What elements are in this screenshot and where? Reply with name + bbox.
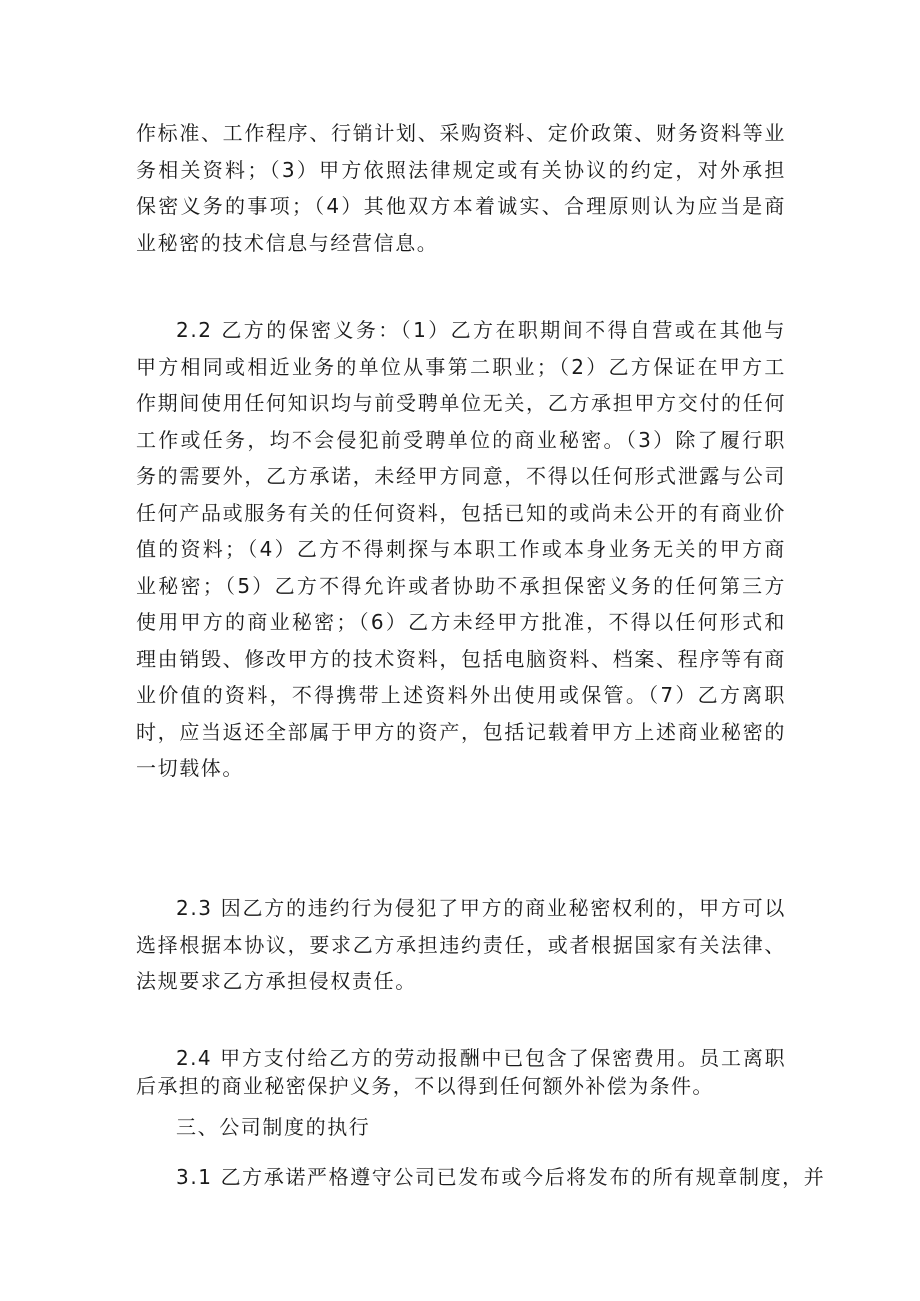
paragraph-2-4-compensation: 2.4 甲方支付给乙方的劳动报酬中已包含了保密费用。员工离职后承担的商业秘密保护义务，不以得到任何额外补偿为条件。 <box>136 1046 786 1098</box>
paragraph-confidential-scope: 作标准、工作程序、行销计划、采购资料、定价政策、财务资料等业务相关资料；（3）甲方依照法律规定或有关协议的约定，对外承担保密义务的事项；（4）其他双方本着诚实、合理原则认为应当是商业秘密的技术信息与经营信息。 <box>136 121 786 255</box>
paragraph-2-3-breach: 2.3 因乙方的违约行为侵犯了甲方的商业秘密权利的，甲方可以选择根据本协议，要求乙方承担违约责任，或者根据国家有关法律、法规要求乙方承担侵权责任。 <box>136 896 786 993</box>
paragraph-2-2-obligations: 2.2 乙方的保密义务：（1）乙方在职期间不得自营或在其他与甲方相同或相近业务的单位从事第二职业；（2）乙方保证在甲方工作期间使用任何知识均与前受聘单位无关，乙方承担甲方交付的任何工作或任务，均不会侵犯前受聘单位的商业秘密。（3）除了履行职务的需要外，乙方承诺，未经甲方同意，不得以任何形式泄露与公司任何产品或服务有关的任何资料，包括已知的或尚未公开的有商业价值的资料；（4）乙方不得刺探与本职工作或本身业务无关的甲方商业秘密；（5）乙方不得允许或者协助不承担保密义务的任何第三方使用甲方的商业秘密；（6）乙方未经甲方批准，不得以任何形式和理由销毁、修改甲方的技术资料，包括电脑资料、档案、程序等有商业价值的资料，不得携带上述资料外出使用或保管。（7）乙方离职时，应当返还全部属于甲方的资产，包括记载着甲方上述商业秘密的一切载体。 <box>136 318 786 780</box>
paragraph-3-1-rules: 3.1 乙方承诺严格遵守公司已发布或今后将发布的所有规章制度，并 <box>176 1165 826 1189</box>
section-heading-company-rules: 三、公司制度的执行 <box>176 1115 371 1139</box>
